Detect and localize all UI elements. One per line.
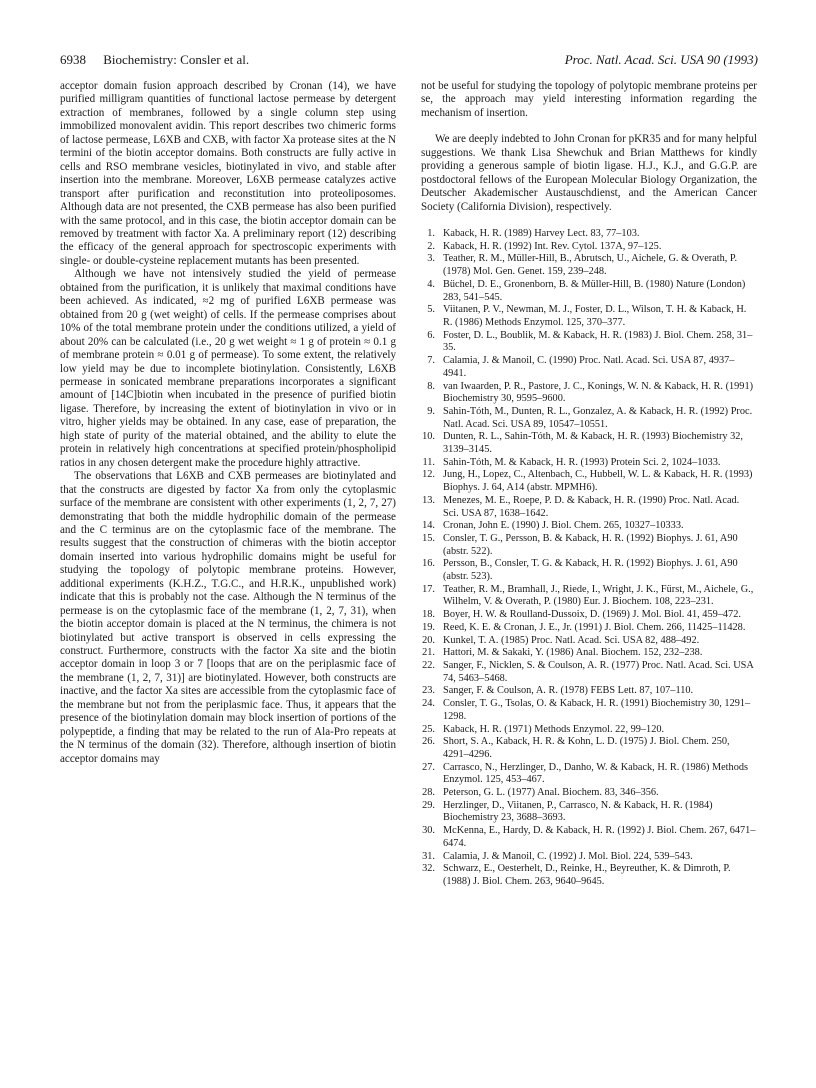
reference-number: 7 . <box>421 355 435 368</box>
reference-number: 14 . <box>421 520 435 533</box>
reference-number: 19 . <box>421 622 435 635</box>
reference-item <box>421 533 757 558</box>
reference-text: Herzlinger, D., Viitanen, P., Carrasco, N. & Kaback, H. R. (1984) Biochemistry 23, 3688–3693. <box>443 799 713 824</box>
reference-item <box>421 863 757 888</box>
reference-item <box>421 469 757 494</box>
reference-number: 26 . <box>421 736 435 749</box>
reference-number: 4 . <box>421 279 435 292</box>
reference-item <box>421 495 757 520</box>
reference-number: 13 . <box>421 495 435 508</box>
reference-number: 18 . <box>421 609 435 622</box>
reference-item <box>421 736 757 761</box>
reference-text: Jung, H., Lopez, C., Altenbach, C., Hubbell, W. L. & Kaback, H. R. (1993) Biophys. J. 64, A14 (abstr. MPMH6). <box>443 469 753 494</box>
reference-number: 12 . <box>421 469 435 482</box>
reference-item <box>421 622 757 635</box>
reference-item <box>421 685 757 698</box>
reference-item <box>421 228 757 241</box>
reference-number: 15 . <box>421 533 435 546</box>
reference-text: Cronan, John E. (1990) J. Biol. Chem. 265, 10327–10333. <box>443 520 684 532</box>
reference-number: 30 . <box>421 825 435 838</box>
reference-number: 5 . <box>421 304 435 317</box>
reference-text: Calamia, J. & Manoil, C. (1992) J. Mol. Biol. 224, 539–543. <box>443 850 693 862</box>
reference-number: 17 . <box>421 584 435 597</box>
reference-item <box>421 660 757 685</box>
reference-text: Kaback, H. R. (1992) Int. Rev. Cytol. 137A, 97–125. <box>443 240 662 252</box>
reference-item <box>421 520 757 533</box>
body-paragraph: Although we have not intensively studied the yield of permease obtained from the purification, it is unlikely that maximal conditions have been achieved. As indicated, ≈2 mg of purified L6XB permease was obtained from 20 g (wet weight) of cells. If the permease comprises about 10% of the total membrane protein under the conditions utilized, a yield of about 20% can be calculated (i.e., 20 g wet weight ≈ 1 g of protein ≈ 0.1 g of membrane protein ≈ 0.01 g of permease). To some extent, the relatively low yield may be due to incomplete biotinylation. Consistently, L6XB permease in sonicated membrane preparations incorporates a significant amount of [14C]biotin when incubated in the presence of purified biotin ligase. Therefore, by increasing the extent of biotinylation in vivo or in vitro, higher yields may be obtained. In any case, ease of preparation, the high state of purity of the material obtained, and the ability to elute the protein in relatively high concentrations at specified protein/phospholipid ratios in any chosen detergent make the procedure highly attractive. <box>60 268 396 469</box>
reference-item <box>421 330 757 355</box>
reference-list <box>421 228 757 889</box>
article-running-title: Biochemistry: Consler et al. <box>103 52 250 67</box>
reference-item <box>421 724 757 737</box>
reference-item <box>421 457 757 470</box>
reference-text: Foster, D. L., Boublik, M. & Kaback, H. R. (1983) J. Biol. Chem. 258, 31–35. <box>443 329 753 354</box>
reference-text: McKenna, E., Hardy, D. & Kaback, H. R. (1992) J. Biol. Chem. 267, 6471–6474. <box>443 825 756 849</box>
body-paragraph: The observations that L6XB and CXB permeases are biotinylated and that the constructs are digested by factor Xa from only the cytoplasmic surface of the membrane are consistent with other experiments (1, 2, 7, 27) demonstrating that both the middle hydrophilic domain of the permease and the C terminus are on the cytoplasmic face of the membrane. The results suggest that the construction of chimeras with the biotin acceptor domain inserted into various hydrophilic domains might be useful for studying the topology of polytopic membrane proteins. However, additional experiments (K.H.Z., T.G.C., and H.R.K., unpublished work) indicate that this is probably not the case. Although the N terminus of the permease is on the cytoplasmic face of the membrane (1, 2, 7, 31), when the biotin acceptor domain is placed at the N terminus, the chimera is not biotinylated but active transport is observed in cells expressing the construct. Furthermore, constructs with the factor Xa site and the biotin acceptor domain in loop 3 or 7 [loops that are on the periplasmic face of the membrane (1, 2, 7, 31)] are biotinylated. However, both constructs are inactive, and the factor Xa sites are accessible from the cytoplasmic face of the membrane but not from the periplasmic face. Thus, it appears that the presence of the biotinylation domain may block insertion of portions of the polypeptide, a finding that may be related to the run of Ala-Pro repeats at the N terminus of the domain (32). Therefore, although insertion of biotin acceptor domains may <box>60 470 396 765</box>
reference-text: Sahin-Tóth, M. & Kaback, H. R. (1993) Protein Sci. 2, 1024–1033. <box>443 456 721 468</box>
reference-item <box>421 647 757 660</box>
reference-text: Short, S. A., Kaback, H. R. & Kohn, L. D. (1975) J. Biol. Chem. 250, 4291–4296. <box>443 736 730 760</box>
reference-number: 16 . <box>421 558 435 571</box>
reference-number: 28 . <box>421 787 435 800</box>
journal-citation: Proc. Natl. Acad. Sci. USA 90 (1993) <box>564 52 758 67</box>
reference-number: 21 . <box>421 647 435 660</box>
reference-number: 2 . <box>421 241 435 254</box>
page-number: 6938 <box>60 52 86 67</box>
reference-text: Calamia, J. & Manoil, C. (1990) Proc. Natl. Acad. Sci. USA 87, 4937–4941. <box>443 355 735 379</box>
reference-number: 8 . <box>421 381 435 394</box>
reference-item <box>421 800 757 825</box>
reference-item <box>421 253 757 278</box>
reference-text: Teather, R. M., Bramhall, J., Riede, I., Wright, J. K., Fürst, M., Aichele, G., Wilhelm, V. & Overath, P. (1980) Eur. J. Biochem. 108, 223–231. <box>443 583 754 608</box>
reference-item <box>421 851 757 864</box>
reference-text: Boyer, H. W. & Roulland-Dussoix, D. (1969) J. Mol. Biol. 41, 459–472. <box>443 609 741 621</box>
reference-item <box>421 787 757 800</box>
reference-number: 27 . <box>421 762 435 775</box>
reference-text: Consler, T. G., Tsolas, O. & Kaback, H. R. (1991) Biochemistry 30, 1291–1298. <box>443 698 751 722</box>
reference-text: Consler, T. G., Persson, B. & Kaback, H. R. (1992) Biophys. J. 61, A90 (abstr. 522). <box>443 532 738 557</box>
reference-item <box>421 762 757 787</box>
reference-number: 20 . <box>421 635 435 648</box>
reference-item <box>421 584 757 609</box>
running-header <box>60 52 758 70</box>
reference-text: Viitanen, P. V., Newman, M. J., Foster, D. L., Wilson, T. H. & Kaback, H. R. (1986) Methods Enzymol. 125, 370–377. <box>443 304 747 328</box>
reference-number: 22 . <box>421 660 435 673</box>
reference-text: Sahin-Tóth, M., Dunten, R. L., Gonzalez, A. & Kaback, H. R. (1992) Proc. Natl. Acad. Sci. USA 89, 10547–10551. <box>443 405 753 430</box>
reference-text: Sanger, F. & Coulson, A. R. (1978) FEBS Lett. 87, 107–110. <box>443 685 694 697</box>
reference-number: 32 . <box>421 863 435 876</box>
reference-text: Persson, B., Consler, T. G. & Kaback, H. R. (1992) Biophys. J. 61, A90 (abstr. 523). <box>443 558 738 583</box>
reference-number: 25 . <box>421 724 435 737</box>
reference-number: 23 . <box>421 685 435 698</box>
acknowledgment-paragraph: We are deeply indebted to John Cronan for pKR35 and for many helpful suggestions. We thank Lisa Shewchuk and Brian Matthews for kindly providing a generous sample of biotin ligase. H.J., K.J., and G.G.P. are postdoctoral fellows of the European Molecular Biology Organization, the Deutscher Akademischer Austauschdienst, and the American Cancer Society (California Division), respectively. <box>421 133 757 213</box>
reference-number: 10 . <box>421 431 435 444</box>
reference-text: Teather, R. M., Müller-Hill, B., Abrutsch, U., Aichele, G. & Overath, P. (1978) Mol. Gen. Genet. 159, 239–248. <box>443 253 738 278</box>
reference-text: van Iwaarden, P. R., Pastore, J. C., Konings, W. N. & Kaback, H. R. (1991) Biochemistry 30, 9595–9600. <box>443 380 754 405</box>
reference-number: 24 . <box>421 698 435 711</box>
reference-text: Carrasco, N., Herzlinger, D., Danho, W. & Kaback, H. R. (1986) Methods Enzymol. 125, 453–467. <box>443 761 748 786</box>
reference-text: Sanger, F., Nicklen, S. & Coulson, A. R. (1977) Proc. Natl. Acad. Sci. USA 74, 5463–5468. <box>443 659 754 684</box>
reference-number: 9 . <box>421 406 435 419</box>
body-paragraph-continuation: not be useful for studying the topology of polytopic membrane proteins per se, the approach may yield interesting information regarding the mechanism of insertion. <box>421 80 757 119</box>
right-column <box>421 80 757 889</box>
reference-number: 31 . <box>421 851 435 864</box>
reference-text: Kaback, H. R. (1971) Methods Enzymol. 22, 99–120. <box>443 723 665 735</box>
reference-text: Büchel, D. E., Gronenborn, B. & Müller-Hill, B. (1980) Nature (London) 283, 541–545. <box>443 278 746 303</box>
reference-number: 1 . <box>421 228 435 241</box>
reference-item <box>421 635 757 648</box>
reference-item <box>421 279 757 304</box>
reference-item <box>421 431 757 456</box>
reference-text: Kunkel, T. A. (1985) Proc. Natl. Acad. Sci. USA 82, 488–492. <box>443 634 700 646</box>
reference-text: Hattori, M. & Sakaki, Y. (1986) Anal. Biochem. 152, 232–238. <box>443 647 703 659</box>
body-paragraph: acceptor domain fusion approach described by Cronan (14), we have purified milligram quantities of functional lactose permease by detergent extraction of membranes, followed by a single column step using immobilized monovalent avidin. This report describes two chimeric forms of lactose permease, L6XB and CXB, with factor Xa protease sites at the N termini of the biotin acceptor domains. Both constructs are fully active in cells and RSO membrane vesicles, biotinylated in vivo, and stable after insertion into the membrane. Moreover, L6XB permease catalyzes active transport after purification and reconstitution into proteoliposomes. Although data are not presented, the CXB permease has also been purified with the same protocol, and in this case, the biotin acceptor domain can be removed by treatment with factor Xa. A preliminary report (12) describing the efficacy of the general approach for spectroscopic experiments with single- or double-cysteine replacement mutants has been presented. <box>60 80 396 267</box>
reference-text: Peterson, G. L. (1977) Anal. Biochem. 83, 346–356. <box>443 787 659 799</box>
reference-item <box>421 355 757 380</box>
reference-text: Reed, K. E. & Cronan, J. E., Jr. (1991) J. Biol. Chem. 266, 11425–11428. <box>443 621 746 633</box>
reference-item <box>421 381 757 406</box>
reference-item <box>421 825 757 850</box>
reference-text: Dunten, R. L., Sahin-Tóth, M. & Kaback, H. R. (1993) Biochemistry 32, 3139–3145. <box>443 431 744 456</box>
reference-number: 3 . <box>421 253 435 266</box>
reference-number: 6 . <box>421 330 435 343</box>
reference-number: 11 . <box>421 457 435 470</box>
reference-item <box>421 241 757 254</box>
reference-item <box>421 406 757 431</box>
reference-text: Schwarz, E., Oesterhelt, D., Reinke, H., Beyreuther, K. & Dimroth, P. (1988) J. Biol. Chem. 263, 9640–9645. <box>443 863 731 887</box>
reference-text: Kaback, H. R. (1989) Harvey Lect. 83, 77–103. <box>443 228 640 240</box>
reference-number: 29 . <box>421 800 435 813</box>
reference-text: Menezes, M. E., Roepe, P. D. & Kaback, H. R. (1990) Proc. Natl. Acad. Sci. USA 87, 1638–1642. <box>443 494 740 519</box>
left-column <box>60 80 396 766</box>
reference-item <box>421 558 757 583</box>
reference-item <box>421 609 757 622</box>
reference-item <box>421 304 757 329</box>
reference-item <box>421 698 757 723</box>
header-left <box>60 52 249 68</box>
